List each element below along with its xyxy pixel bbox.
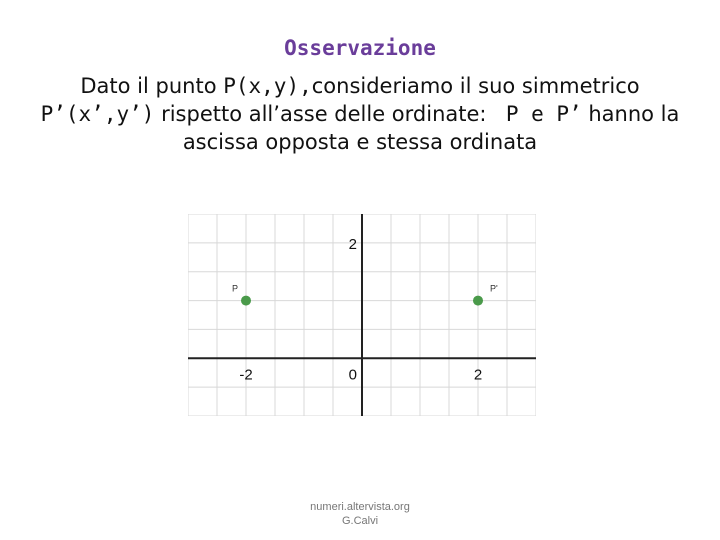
coordinate-graph [188,214,536,416]
x-tick-label: -2 [239,366,253,384]
x-tick-label: 2 [473,366,483,384]
body-line-1 [0,72,720,100]
body-line-2-part-c: P e P’ [493,102,582,126]
footer-author: G.Calvi [341,515,379,527]
y-tick-label: 2 [348,235,357,253]
body-line-2-part-d: hanno la [581,102,680,126]
body-line-1-part-b: P(x,y), [223,74,312,98]
x-tick-label: 0 [348,366,357,384]
body-line-2-part-a: P’(x’,y’) [40,102,155,126]
body-line-3: ascissa opposta e stessa ordinata [182,130,538,154]
footer-site: numeri.altervista.org [310,501,410,513]
body-line-2 [0,100,720,128]
body-line-1-part-c: consideriamo il suo simmetrico [311,74,640,98]
point-p-prime [473,296,483,306]
body-line-2-part-b: rispetto all’asse delle ordinate: [154,102,494,126]
point-p-label: P [232,283,239,294]
point-p [241,296,251,306]
footer-credit [300,500,420,528]
slide-title: Osservazione [284,36,436,60]
point-p-prime-label: P' [490,283,498,294]
body-line-1-part-a: Dato il punto [80,74,224,98]
slide-body-text [0,72,720,156]
